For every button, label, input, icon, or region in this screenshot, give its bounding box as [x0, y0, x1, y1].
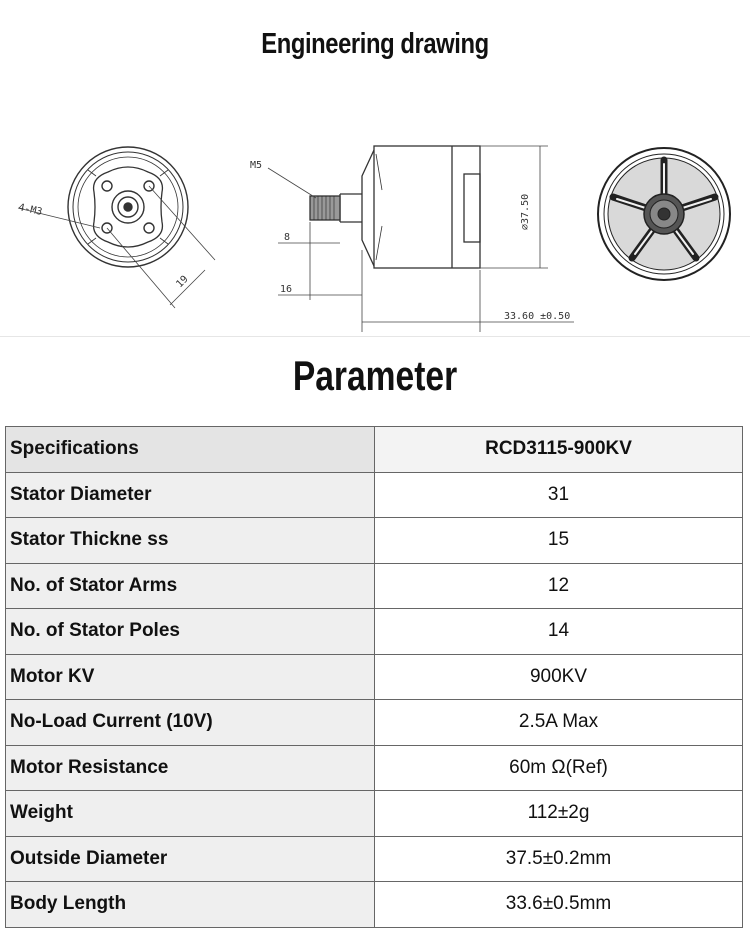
spec-label: Motor KV — [6, 654, 375, 700]
spec-value: 112±2g — [375, 791, 743, 837]
spec-value: 33.6±0.5mm — [375, 882, 743, 928]
engineering-drawing-title: Engineering drawing — [261, 28, 489, 60]
table-header-row — [6, 427, 743, 473]
spec-label: Weight — [6, 791, 375, 837]
hole-label: 4-M3 — [17, 202, 44, 218]
body-length-label: 33.60 ±0.50 — [504, 311, 571, 322]
spec-value: 15 — [375, 518, 743, 564]
spec-value: 12 — [375, 563, 743, 609]
table-row — [6, 791, 743, 837]
table-row — [6, 700, 743, 746]
shaft-thread-label: M5 — [250, 160, 263, 171]
table-row — [6, 563, 743, 609]
table-row — [6, 836, 743, 882]
mount-dimension-label: 19 — [174, 273, 191, 291]
motor-bottom-view — [68, 147, 188, 267]
spec-label: No-Load Current (10V) — [6, 700, 375, 746]
engineering-drawing — [0, 110, 750, 340]
shaft-total-label: 16 — [280, 284, 293, 295]
spec-label: Stator Diameter — [6, 472, 375, 518]
side-view-dimensions — [268, 146, 574, 332]
table-row — [6, 472, 743, 518]
section-divider — [0, 336, 750, 337]
table-row — [6, 518, 743, 564]
model-name: RCD3115-900KV — [375, 427, 743, 473]
spec-value: 37.5±0.2mm — [375, 836, 743, 882]
diameter-label: ⌀37.50 — [520, 193, 531, 230]
table-row — [6, 609, 743, 655]
spec-value: 2.5A Max — [375, 700, 743, 746]
table-row — [6, 745, 743, 791]
spec-value: 31 — [375, 472, 743, 518]
spec-value: 60m Ω(Ref) — [375, 745, 743, 791]
spec-header-label: Specifications — [6, 427, 375, 473]
spec-label: Stator Thickne ss — [6, 518, 375, 564]
specifications-table — [5, 426, 743, 928]
bottom-view-dimensions — [18, 186, 215, 308]
spec-value: 900KV — [375, 654, 743, 700]
spec-label: No. of Stator Poles — [6, 609, 375, 655]
spec-label: Body Length — [6, 882, 375, 928]
parameter-title: Parameter — [292, 352, 458, 399]
shaft-length-label: 8 — [284, 232, 291, 243]
motor-side-view — [310, 146, 480, 268]
table-row — [6, 654, 743, 700]
spec-label: Outside Diameter — [6, 836, 375, 882]
motor-top-view — [598, 148, 730, 280]
spec-label: Motor Resistance — [6, 745, 375, 791]
spec-label: No. of Stator Arms — [6, 563, 375, 609]
table-row — [6, 882, 743, 928]
spec-value: 14 — [375, 609, 743, 655]
